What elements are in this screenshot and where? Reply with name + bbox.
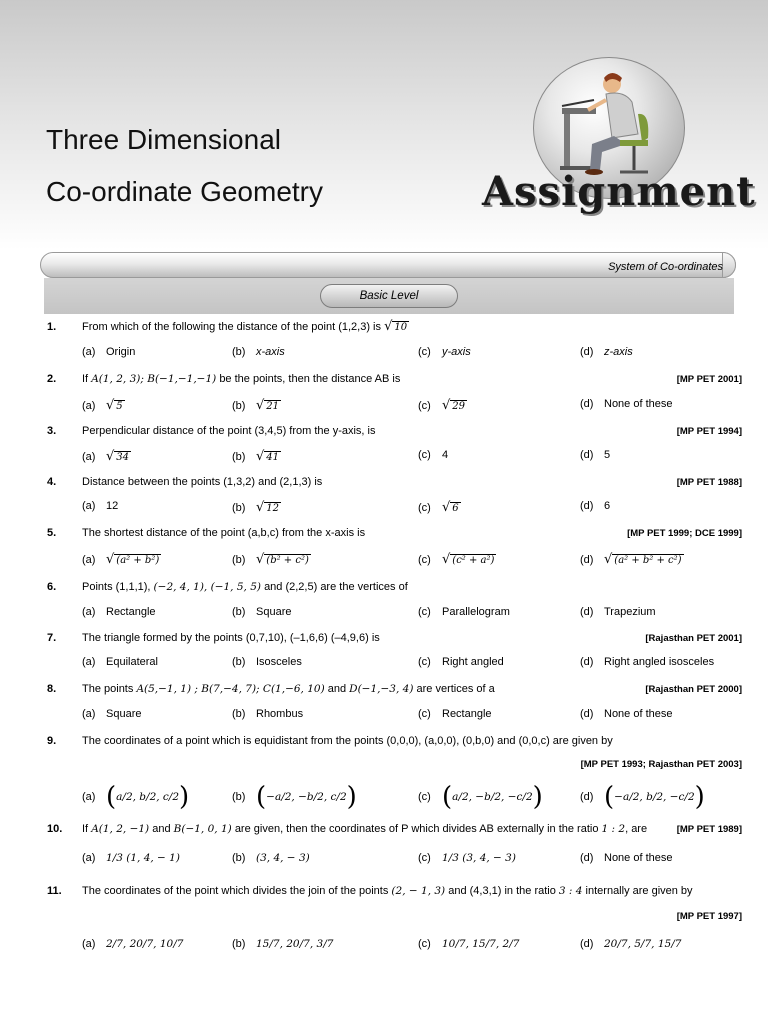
- option-letter: (b): [232, 656, 246, 668]
- option: [580, 398, 673, 410]
- exam-reference: [MP PET 1989]: [676, 824, 742, 835]
- option: [232, 938, 333, 950]
- option-letter: (a): [82, 852, 96, 864]
- option: (a) (a/2, b/2, c/2): [82, 782, 190, 812]
- option: (d) (−a/2, b/2, −c/2): [580, 782, 705, 812]
- option: [232, 346, 285, 358]
- option: [580, 656, 714, 668]
- option-letter: (b): [232, 451, 246, 463]
- option-letter: (c): [418, 790, 431, 803]
- option: [580, 449, 610, 461]
- level-pill: Basic Level: [320, 284, 458, 308]
- option-text: Right angled isosceles: [604, 656, 715, 668]
- exam-reference: [Rajasthan PET 2001]: [645, 633, 742, 644]
- math-expression: A(5,−1, 1) ; B(7,−4, 7); C(1,−6, 10): [136, 683, 325, 695]
- page-title-line-2: Co-ordinate Geometry: [46, 176, 324, 207]
- radicand: 12: [266, 503, 280, 514]
- assignment-logo-word: [482, 168, 756, 215]
- option-text: Equilateral: [106, 656, 158, 668]
- option: [418, 708, 492, 720]
- option: [418, 938, 519, 950]
- question-number: 8.: [47, 683, 57, 695]
- math-expression: (−2, 4, 1), (−1, 5, 5): [153, 581, 261, 593]
- tube-end-cap: [722, 252, 736, 278]
- radicand: (a² + b² + c²): [614, 555, 682, 566]
- question-text: [82, 580, 408, 594]
- option-text: None of these: [604, 398, 673, 410]
- fraction-tuple: 20/7, 5/7, 15/7: [604, 938, 682, 950]
- radicand: (a² + b²): [116, 555, 160, 566]
- option-letter: (d): [580, 852, 594, 864]
- option: [418, 552, 496, 567]
- question-text: [82, 822, 647, 836]
- option: [82, 500, 118, 512]
- option-text: 1/3 (3, 4, − 3): [442, 852, 516, 864]
- option: [418, 346, 471, 358]
- sqrt-expression: √ (c² + a²): [442, 552, 495, 567]
- option-letter: (b): [232, 708, 246, 720]
- exam-reference: [Rajasthan PET 2000]: [645, 684, 742, 695]
- question-text: The coordinates of a point which is equidistant from the points (0,0,0), (a,0,0), (0,b,0) and (0,0,c) are given by: [82, 735, 613, 747]
- option: [232, 500, 281, 515]
- option: [82, 398, 125, 413]
- question-text: [82, 682, 495, 696]
- question-number: 7.: [47, 632, 57, 644]
- exam-reference: [MP PET 2001]: [676, 374, 742, 385]
- option-text: Trapezium: [604, 606, 656, 618]
- option-letter: (a): [82, 938, 96, 950]
- option-text: Square: [256, 606, 292, 618]
- question-stem: If: [82, 823, 89, 835]
- option-letter: (a): [82, 346, 96, 358]
- option: [82, 606, 156, 618]
- option-letter: (d): [580, 554, 594, 566]
- option-letter: (c): [418, 708, 431, 720]
- exam-reference: [MP PET 1999; DCE 1999]: [627, 528, 742, 539]
- fraction-tuple: −a/2, b/2, −c/2: [614, 790, 695, 803]
- option-letter: (c): [418, 449, 431, 461]
- option: (c) (a/2, −b/2, −c/2): [418, 782, 543, 812]
- option: [418, 656, 504, 668]
- question-stem: The coordinates of the point which divides the join of the points: [82, 885, 389, 897]
- option-letter: (b): [232, 502, 246, 514]
- question-number: 2.: [47, 373, 57, 385]
- option: [580, 938, 681, 950]
- question-text: The triangle formed by the points (0,7,10), (–1,6,6) (–4,9,6) is: [82, 632, 380, 644]
- option-letter: (d): [580, 500, 594, 512]
- option-letter: (c): [418, 346, 431, 358]
- option: [82, 852, 180, 864]
- question-text: [82, 884, 693, 898]
- fraction-tuple: a/2, −b/2, −c/2: [452, 790, 533, 803]
- option-letter: (a): [82, 400, 96, 412]
- option-letter: (d): [580, 938, 594, 950]
- option-text: Rhombus: [256, 708, 304, 720]
- option: [82, 552, 161, 567]
- option-text: y-axis: [442, 346, 471, 358]
- question-text: Distance between the points (1,3,2) and (2,1,3) is: [82, 476, 323, 488]
- sqrt-expression: √ 41: [256, 449, 280, 464]
- sqrt-expression: √ 34: [106, 449, 130, 464]
- option-text: None of these: [604, 852, 673, 864]
- option-letter: (c): [418, 554, 431, 566]
- sqrt-expression: √ (a² + b²): [106, 552, 160, 567]
- option: [82, 449, 131, 464]
- option-letter: (d): [580, 606, 594, 618]
- option: [418, 606, 510, 618]
- option-letter: (b): [232, 606, 246, 618]
- option: [82, 708, 141, 720]
- option-text: None of these: [604, 708, 673, 720]
- question-stem: internally are given by: [585, 885, 693, 897]
- option: [580, 500, 610, 512]
- question-text: [82, 320, 409, 335]
- option-text: z-axis: [604, 346, 633, 358]
- sqrt-expression: √ 21: [256, 398, 280, 413]
- exam-reference: [MP PET 1988]: [676, 477, 742, 488]
- option: [580, 708, 673, 720]
- question-text: Perpendicular distance of the point (3,4,5) from the y-axis, is: [82, 425, 376, 437]
- radicand: 5: [116, 401, 123, 412]
- option: [82, 346, 135, 358]
- option: [232, 606, 291, 618]
- option-letter: (c): [418, 656, 431, 668]
- option-text: 1/3 (1, 4, − 1): [106, 852, 180, 864]
- option: [580, 606, 656, 618]
- option-letter: (a): [82, 606, 96, 618]
- sqrt-expression: √ (a² + b² + c²): [604, 552, 682, 567]
- section-tube-banner: [40, 252, 736, 278]
- option-letter: (a): [82, 554, 96, 566]
- option: [232, 656, 302, 668]
- option: [232, 449, 281, 464]
- sqrt-expression: √ 6: [442, 500, 459, 515]
- option-text: 6: [604, 500, 611, 512]
- fraction-tuple: −a/2, −b/2, c/2: [266, 790, 347, 803]
- question-number: 3.: [47, 425, 57, 437]
- option-letter: (b): [232, 346, 246, 358]
- exam-reference: [MP PET 1997]: [676, 911, 742, 922]
- question-stem: , are: [625, 823, 648, 835]
- radicand: (c² + a²): [452, 555, 495, 566]
- option: [418, 852, 516, 864]
- question-stem: are vertices of a: [416, 683, 495, 695]
- ratio: 3 : 4: [558, 885, 583, 897]
- math-expression: A(1, 2, −1): [91, 823, 150, 835]
- fraction-tuple: 15/7, 20/7, 3/7: [256, 938, 334, 950]
- option-text: Square: [106, 708, 142, 720]
- question-stem: From which of the following the distance of the point (1,2,3) is: [82, 321, 381, 333]
- sqrt-expression: √ 10: [384, 319, 408, 334]
- sqrt-expression: √ 29: [442, 398, 466, 413]
- option-text: (3, 4, − 3): [256, 852, 310, 864]
- question-number: 5.: [47, 527, 57, 539]
- fraction-tuple: 10/7, 15/7, 2/7: [442, 938, 520, 950]
- option-letter: (c): [418, 502, 431, 514]
- option-letter: (c): [418, 400, 431, 412]
- option: [418, 398, 467, 413]
- radicand: (b² + c²): [266, 555, 309, 566]
- option-text: 5: [604, 449, 611, 461]
- option: (b) (−a/2, −b/2, c/2): [232, 782, 357, 812]
- option: [580, 346, 633, 358]
- option-letter: (d): [580, 708, 594, 720]
- radicand: 29: [452, 401, 466, 412]
- option-letter: (b): [232, 554, 246, 566]
- option-letter: (c): [418, 852, 431, 864]
- option: [82, 938, 183, 950]
- option: [232, 708, 303, 720]
- question-number: 9.: [47, 735, 57, 747]
- question-stem: If: [82, 373, 89, 385]
- question-number: 1.: [47, 321, 57, 333]
- question-text: The shortest distance of the point (a,b,c) from the x-axis is: [82, 527, 366, 539]
- option-letter: (b): [232, 852, 246, 864]
- option-letter: (d): [580, 398, 594, 410]
- math-expression: (2, − 1, 3): [391, 885, 446, 897]
- option-text: Rectangle: [106, 606, 156, 618]
- question-stem: and: [152, 823, 171, 835]
- option-letter: (b): [232, 790, 246, 803]
- option-letter: (d): [580, 449, 594, 461]
- radicand: 6: [452, 503, 459, 514]
- sqrt-expression: √ (b² + c²): [256, 552, 309, 567]
- question-stem: The points: [82, 683, 134, 695]
- option-letter: (b): [232, 400, 246, 412]
- question-number: 4.: [47, 476, 57, 488]
- option: [418, 500, 461, 515]
- radicand: 10: [394, 322, 408, 333]
- option: [232, 552, 311, 567]
- question-stem: Points (1,1,1),: [82, 581, 151, 593]
- radicand: 21: [266, 401, 280, 412]
- exam-reference: [MP PET 1993; Rajasthan PET 2003]: [580, 759, 742, 770]
- option: [82, 656, 158, 668]
- option-text: x-axis: [256, 346, 285, 358]
- option-letter: (d): [580, 656, 594, 668]
- question-number: 6.: [47, 581, 57, 593]
- option-text: Rectangle: [442, 708, 492, 720]
- option-letter: (c): [418, 606, 431, 618]
- option: [580, 852, 673, 864]
- exam-reference: [MP PET 1994]: [676, 426, 742, 437]
- question-number: 10.: [47, 823, 63, 835]
- option: [232, 398, 281, 413]
- sqrt-expression: √ 5: [106, 398, 123, 413]
- option-letter: (a): [82, 790, 96, 803]
- ratio: 1 : 2: [601, 823, 626, 835]
- radicand: 41: [266, 452, 280, 463]
- option-letter: (a): [82, 656, 96, 668]
- fraction-tuple: a/2, b/2, c/2: [116, 790, 180, 803]
- option: [232, 852, 310, 864]
- option-text: 12: [106, 500, 119, 512]
- option-text: Origin: [106, 346, 136, 358]
- question-stem: and (2,2,5) are the vertices of: [264, 581, 408, 593]
- option-letter: (a): [82, 708, 96, 720]
- question-stem: are given, then the coordinates of P which divides AB externally in the ratio: [234, 823, 599, 835]
- option-letter: (c): [418, 938, 431, 950]
- math-expression: A(1, 2, 3); B(−1,−1,−1): [91, 373, 217, 385]
- sqrt-expression: √ 12: [256, 500, 280, 515]
- option-letter: (d): [580, 790, 594, 803]
- option-letter: (a): [82, 451, 96, 463]
- option-letter: (b): [232, 938, 246, 950]
- option-text: Right angled: [442, 656, 504, 668]
- section-topic-label: System of Co-ordinates: [608, 261, 723, 273]
- option-text: 4: [442, 449, 449, 461]
- question-number: 11.: [47, 885, 62, 897]
- question-stem: be the points, then the distance AB is: [219, 373, 401, 385]
- radicand: 34: [116, 452, 130, 463]
- fraction-tuple: 2/7, 20/7, 10/7: [106, 938, 184, 950]
- option-text: Isosceles: [256, 656, 302, 668]
- option-letter: (a): [82, 500, 96, 512]
- question-text: [82, 372, 400, 386]
- question-stem: and (4,3,1) in the ratio: [448, 885, 556, 897]
- option-text: Parallelogram: [442, 606, 510, 618]
- math-expression: B(−1, 0, 1): [173, 823, 232, 835]
- question-stem: and: [327, 683, 347, 695]
- math-expression: D(−1,−3, 4): [349, 683, 414, 695]
- option-letter: (d): [580, 346, 594, 358]
- option: [580, 552, 684, 567]
- option: [418, 449, 448, 461]
- assignment-logo-text: Assignment: [482, 168, 756, 215]
- page-title-line-1: Three Dimensional: [46, 124, 281, 155]
